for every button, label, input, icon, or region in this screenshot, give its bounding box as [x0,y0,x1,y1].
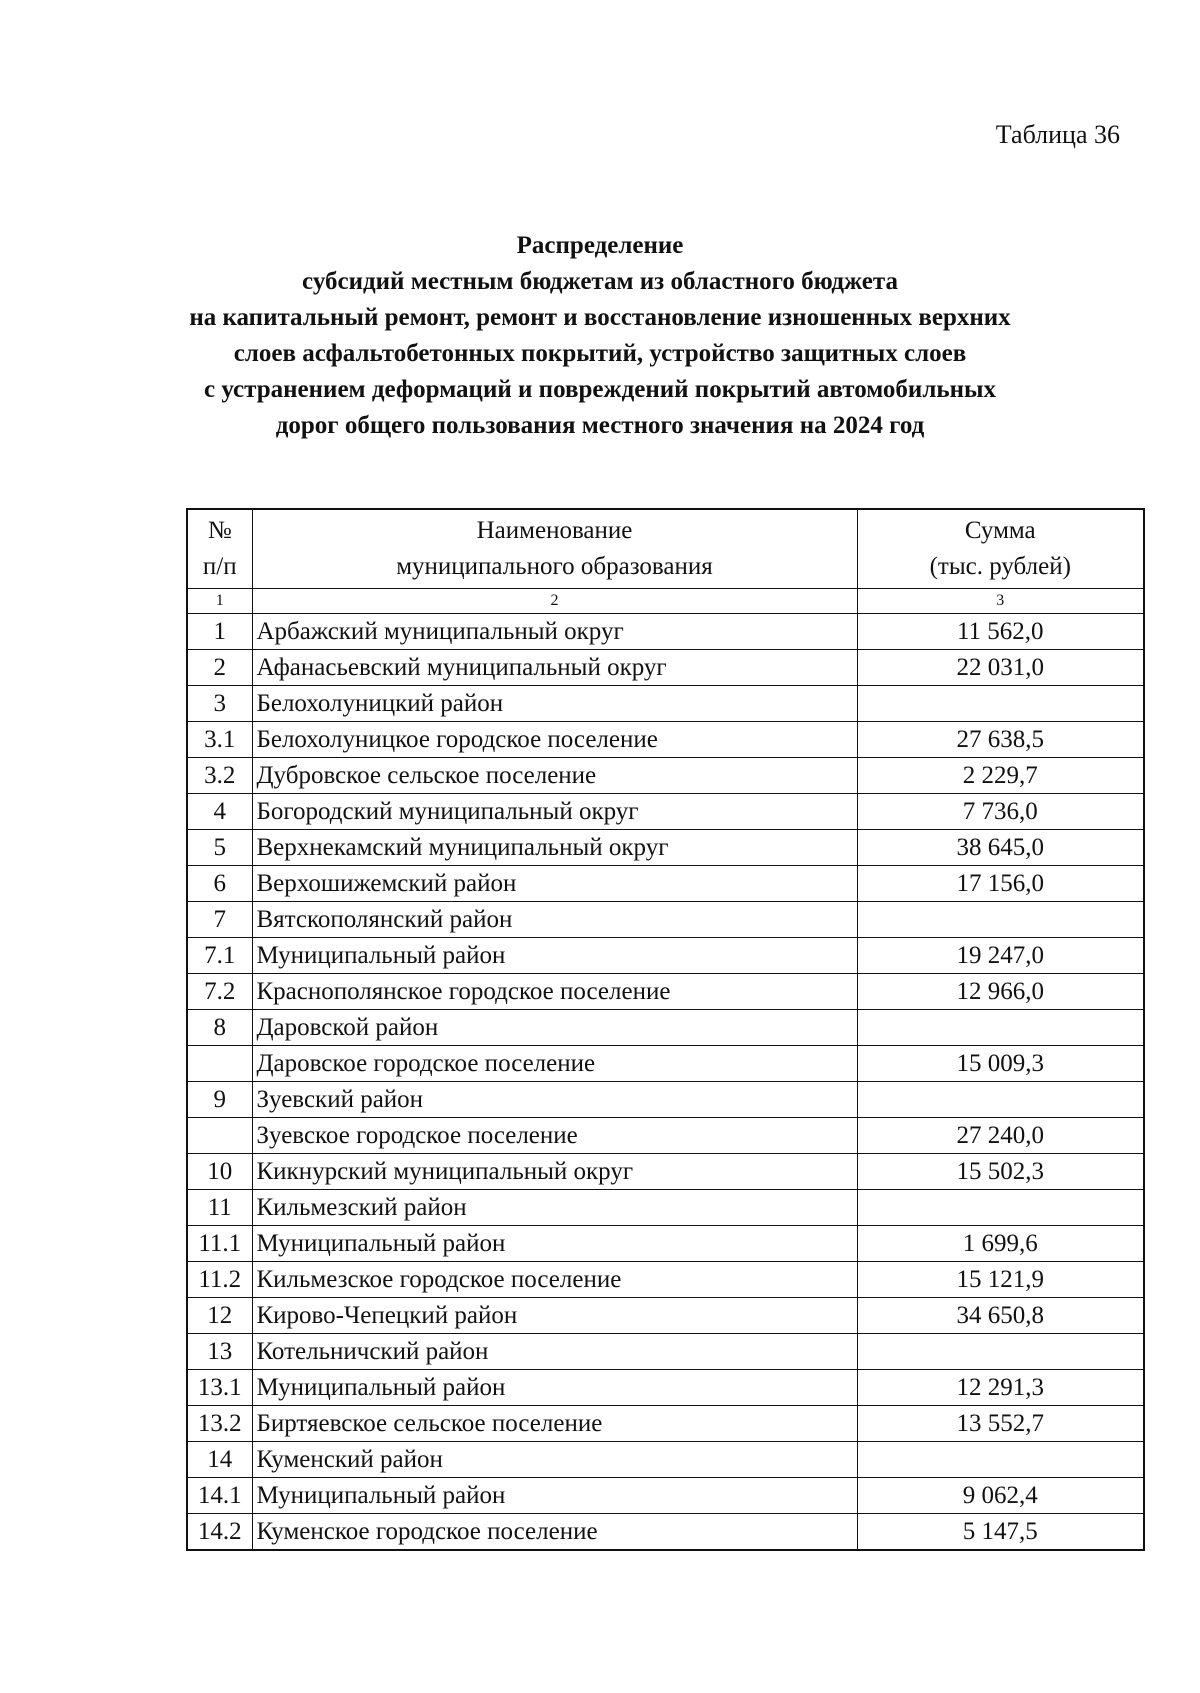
municipality-name-cell: Афанасьевский муниципальный округ [252,650,857,686]
table-row [187,1262,1144,1298]
table-row [187,1334,1144,1370]
amount-cell: 19 247,0 [857,938,1144,974]
municipality-name-cell: Даровской район [252,1010,857,1046]
municipality-name-cell: Вятскополянский район [252,902,857,938]
title-line: слоев асфальтобетонных покрытий, устройство защитных слоев [233,340,967,367]
amount-cell: 5 147,5 [857,1514,1144,1551]
municipality-name-cell: Зуевский район [252,1082,857,1118]
amount-cell [857,902,1144,938]
row-number-cell: 14.2 [187,1514,252,1551]
municipality-name-cell: Кирово-Чепецкий район [252,1298,857,1334]
header-num [187,509,252,589]
amount-cell: 13 552,7 [857,1406,1144,1442]
row-number-cell: 12 [187,1298,252,1334]
municipality-name-cell: Муниципальный район [252,938,857,974]
subsidy-distribution-table [186,508,1145,1551]
table-row [187,902,1144,938]
municipality-name-cell: Куменское городское поселение [252,1514,857,1551]
table-row [187,614,1144,650]
amount-cell: 34 650,8 [857,1298,1144,1334]
amount-cell: 1 699,6 [857,1226,1144,1262]
amount-cell: 17 156,0 [857,866,1144,902]
title-line: Распределение [516,232,684,259]
column-index-cell: 3 [857,589,1144,614]
header-name [252,509,857,589]
row-number-cell: 7.1 [187,938,252,974]
municipality-name-cell: Кильмезский район [252,1190,857,1226]
row-number-cell: 1 [187,614,252,650]
municipality-name-cell: Котельничский район [252,1334,857,1370]
row-number-cell: 13 [187,1334,252,1370]
table-row [187,1298,1144,1334]
municipality-name-cell: Муниципальный район [252,1226,857,1262]
row-number-cell: 11.1 [187,1226,252,1262]
table-row [187,1226,1144,1262]
title-line: на капитальный ремонт, ремонт и восстановление изношенных верхних [189,304,1011,331]
municipality-name-cell: Богородский муниципальный округ [252,794,857,830]
table-number-label: Таблица 36 [995,120,1120,149]
row-number-cell: 4 [187,794,252,830]
header-name-line: муниципального образования [396,553,713,580]
municipality-name-cell: Верхошижемский район [252,866,857,902]
table-row [187,1478,1144,1514]
row-number-cell [187,1118,252,1154]
amount-cell: 15 121,9 [857,1262,1144,1298]
municipality-name-cell: Верхнекамский муниципальный округ [252,830,857,866]
row-number-cell: 14.1 [187,1478,252,1514]
table-row [187,1154,1144,1190]
header-name-line: Наименование [476,517,633,544]
row-number-cell: 14 [187,1442,252,1478]
row-number-cell: 9 [187,1082,252,1118]
row-number-cell: 7.2 [187,974,252,1010]
table-row [187,686,1144,722]
municipality-name-cell: Биртяевское сельское поселение [252,1406,857,1442]
municipality-name-cell: Дубровское сельское поселение [252,758,857,794]
municipality-name-cell: Арбажский муниципальный округ [252,614,857,650]
municipality-name-cell: Муниципальный район [252,1370,857,1406]
amount-cell [857,1082,1144,1118]
row-number-cell: 11 [187,1190,252,1226]
row-number-cell: 3.2 [187,758,252,794]
amount-cell: 27 638,5 [857,722,1144,758]
table-row [187,794,1144,830]
table-row [187,758,1144,794]
row-number-cell: 6 [187,866,252,902]
table-row [187,1082,1144,1118]
municipality-name-cell: Зуевское городское поселение [252,1118,857,1154]
table-row [187,830,1144,866]
table-row [187,722,1144,758]
row-number-cell: 10 [187,1154,252,1190]
row-number-cell: 13.1 [187,1370,252,1406]
amount-cell: 15 009,3 [857,1046,1144,1082]
row-number-cell: 3 [187,686,252,722]
municipality-name-cell: Кильмезское городское поселение [252,1262,857,1298]
row-number-cell [187,1046,252,1082]
column-index-cell: 2 [252,589,857,614]
table-row [187,1406,1144,1442]
document-title [160,228,1040,444]
amount-cell: 38 645,0 [857,830,1144,866]
table-row [187,938,1144,974]
row-number-cell: 8 [187,1010,252,1046]
amount-cell: 27 240,0 [857,1118,1144,1154]
table-row [187,1190,1144,1226]
amount-cell: 22 031,0 [857,650,1144,686]
amount-cell: 11 562,0 [857,614,1144,650]
header-sum [857,509,1144,589]
table-row [187,1442,1144,1478]
amount-cell: 15 502,3 [857,1154,1144,1190]
municipality-name-cell: Краснополянское городское поселение [252,974,857,1010]
table-row [187,1046,1144,1082]
table-header-row [187,509,1144,589]
title-line: дорог общего пользования местного значения на 2024 год [275,412,925,439]
title-line: с устранением деформаций и повреждений покрытий автомобильных [203,376,996,403]
amount-cell [857,1334,1144,1370]
header-sum-line: (тыс. рублей) [929,553,1071,580]
amount-cell [857,1442,1144,1478]
municipality-name-cell: Куменский район [252,1442,857,1478]
amount-cell: 12 291,3 [857,1370,1144,1406]
municipality-name-cell: Даровское городское поселение [252,1046,857,1082]
row-number-cell: 13.2 [187,1406,252,1442]
amount-cell: 12 966,0 [857,974,1144,1010]
row-number-cell: 7 [187,902,252,938]
municipality-name-cell: Кикнурский муниципальный округ [252,1154,857,1190]
header-num-line: п/п [202,553,237,580]
municipality-name-cell: Белохолуницкое городское поселение [252,722,857,758]
row-number-cell: 2 [187,650,252,686]
municipality-name-cell: Белохолуницкий район [252,686,857,722]
table-row [187,1370,1144,1406]
table-row [187,1514,1144,1551]
row-number-cell: 5 [187,830,252,866]
table-row [187,1010,1144,1046]
table-row [187,866,1144,902]
table-row [187,974,1144,1010]
amount-cell [857,1190,1144,1226]
table-row [187,1118,1144,1154]
header-num-line: № [207,517,232,544]
municipality-name-cell: Муниципальный район [252,1478,857,1514]
column-index-cell: 1 [187,589,252,614]
row-number-cell: 3.1 [187,722,252,758]
header-sum-line: Сумма [964,517,1036,544]
table-row [187,650,1144,686]
amount-cell: 9 062,4 [857,1478,1144,1514]
column-index-row [187,589,1144,614]
amount-cell: 7 736,0 [857,794,1144,830]
amount-cell [857,1010,1144,1046]
row-number-cell: 11.2 [187,1262,252,1298]
amount-cell: 2 229,7 [857,758,1144,794]
title-line: субсидий местным бюджетам из областного бюджета [302,268,898,295]
amount-cell [857,686,1144,722]
